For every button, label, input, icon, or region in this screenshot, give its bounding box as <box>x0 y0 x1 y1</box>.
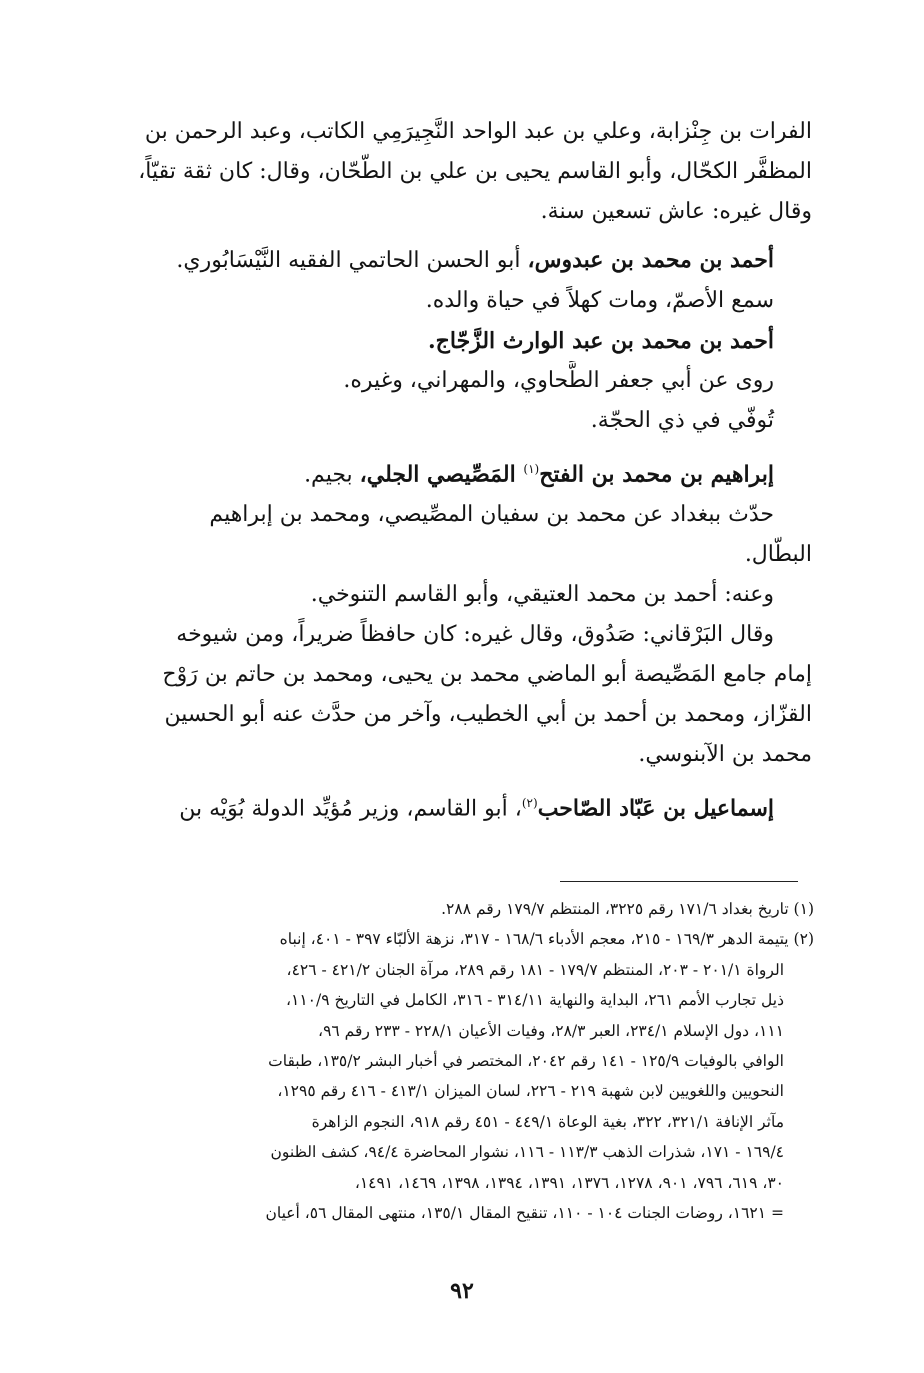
text-line: البطّال. <box>744 542 812 568</box>
text-line: وعنه: أحمد بن محمد العتيقي، وأبو القاسم التنوخي. <box>310 582 774 608</box>
text-line: وقال غيره: عاش تسعين سنة. <box>540 199 812 224</box>
footnote-ref: (١) <box>523 462 540 476</box>
footnote-line: مآثر الإنافة ٣٢١/١، ٣٢٢، بغية الوعاة ٤٤٩/١ - ٤٥١ رقم ٩١٨، النجوم الزاهرة <box>311 1112 784 1131</box>
entry-name: أحمد بن محمد بن عبدوس، <box>527 247 774 273</box>
text-line: روى عن أبي جعفر الطَّحاوي، والمهراني، وغيره. <box>343 368 774 393</box>
footnotes <box>98 894 814 1228</box>
footnote-1: (١) تاريخ بغداد ١٧١/٦ رقم ٣٢٢٥، المنتظم ١٧٩/٧ رقم ٢٨٨. <box>441 900 814 918</box>
footnote-line: ١١١، دول الإسلام ٢٣٤/١، العبر ٢٨/٣، وفيات الأعيان ٢٢٨/١ - ٢٣٣ رقم ٩٦، <box>318 1021 784 1040</box>
page-number: ٩٢ <box>450 1278 474 1304</box>
footnote-ref: (٢) <box>521 796 538 811</box>
entry-name: إسماعيل بن عَبّاد الصّاحب <box>537 795 774 822</box>
entry-heading <box>100 449 812 495</box>
text-line: المظفَّر الكحّال، وأبو القاسم يحيى بن علي بن الطّحّان، وقال: كان ثقة تقيّاً، <box>138 159 812 184</box>
text-line: الفرات بن جِنْزابة، وعلي بن عبد الواحد النَّجِيرَمِي الكاتب، وعبد الرحمن بن <box>144 119 812 144</box>
footnote-line: ٣٠، ٦١٩، ٧٩٦، ٩٠١، ١٢٧٨، ١٣٧٦، ١٣٩١، ١٣٩٤، ١٣٩٨، ١٤٦٩، ١٤٩١، <box>354 1173 784 1192</box>
main-text <box>100 112 812 830</box>
footnote-line: ١٦٩/٤ - ١٧١، شذرات الذهب ١١٣/٣ - ١١٦، نشوار المحاضرة ٩٤/٤، كشف الظنون <box>270 1143 784 1162</box>
entry-heading <box>100 240 812 281</box>
text-line: تُوفّي في ذي الحجّة. <box>590 408 774 433</box>
footnote-line: الرواة ٢٠١/١ - ٢٠٣، المنتظم ١٧٩/٧ - ١٨١ رقم ٢٨٩، مرآة الجنان ٤٢١/٢ - ٤٢٦، <box>286 960 784 979</box>
text-line: إمام جامع المَصِّيصة أبو الماضي محمد بن يحيى، ومحمد بن حاتم بن رَوْح <box>162 662 812 688</box>
footnote-line: النحويين واللغويين لابن شهبة ٢١٩ - ٢٢٦، لسان الميزان ٤١٣/١ - ٤١٦ رقم ١٢٩٥، <box>277 1082 784 1101</box>
footnote-line: الوافي بالوفيات ١٢٥/٩ - ١٤١ رقم ٢٠٤٢، المختصر في أخبار البشر ١٣٥/٢، طبقات <box>268 1052 784 1071</box>
text-line: القزّاز، ومحمد بن أحمد بن أبي الخطيب، وآخر من حدَّث عنه أبو الحسين <box>164 702 812 728</box>
entry-heading <box>100 783 812 829</box>
entry-description: ، أبو القاسم، وزير مُؤيِّد الدولة بُوَيْه بن <box>179 796 522 822</box>
text-line: وقال البَرْقاني: صَدُوق، وقال غيره: كان حافظاً ضريراً، ومن شيوخه <box>176 622 774 648</box>
text-line: سمع الأصمّ، ومات كهلاً في حياة والده. <box>425 288 774 313</box>
entry-description: أبو الحسن الحاتمي الفقيه النَّيْسَابُوري. <box>176 248 528 273</box>
text-line: محمد بن الآبنوسي. <box>638 742 812 768</box>
text-line: حدّث ببغداد عن محمد بن سفيان المصِّيصي، ومحمد بن إبراهيم <box>209 502 774 528</box>
footnote-line: = ١٦٢١، روضات الجنات ١٠٤ - ١١٠، تنقيح المقال ١٣٥/١، منتهى المقال ٥٦، أعيان <box>265 1204 784 1223</box>
entry-name: إبراهيم بن محمد بن الفتح <box>539 461 774 488</box>
entry-nisba: المَصِّيصي الجلي، <box>359 461 524 488</box>
footnote-2: (٢) يتيمة الدهر ١٦٩/٣ - ٢١٥، معجم الأدباء ١٦٨/٦ - ٣١٧، نزهة الألبّاء ٣٩٧ - ٤٠١، إنباه <box>279 930 814 949</box>
entry-description: بجيم. <box>304 462 360 488</box>
entry-name: أحمد بن محمد بن عبد الوارث الزَّجّاج. <box>428 328 774 354</box>
footnote-line: ذيل تجارب الأمم ٢٦١، البداية والنهاية ٣١٤/١١ - ٣١٦، الكامل في التاريخ ١١٠/٩، <box>286 991 784 1010</box>
footnote-separator <box>560 881 798 882</box>
